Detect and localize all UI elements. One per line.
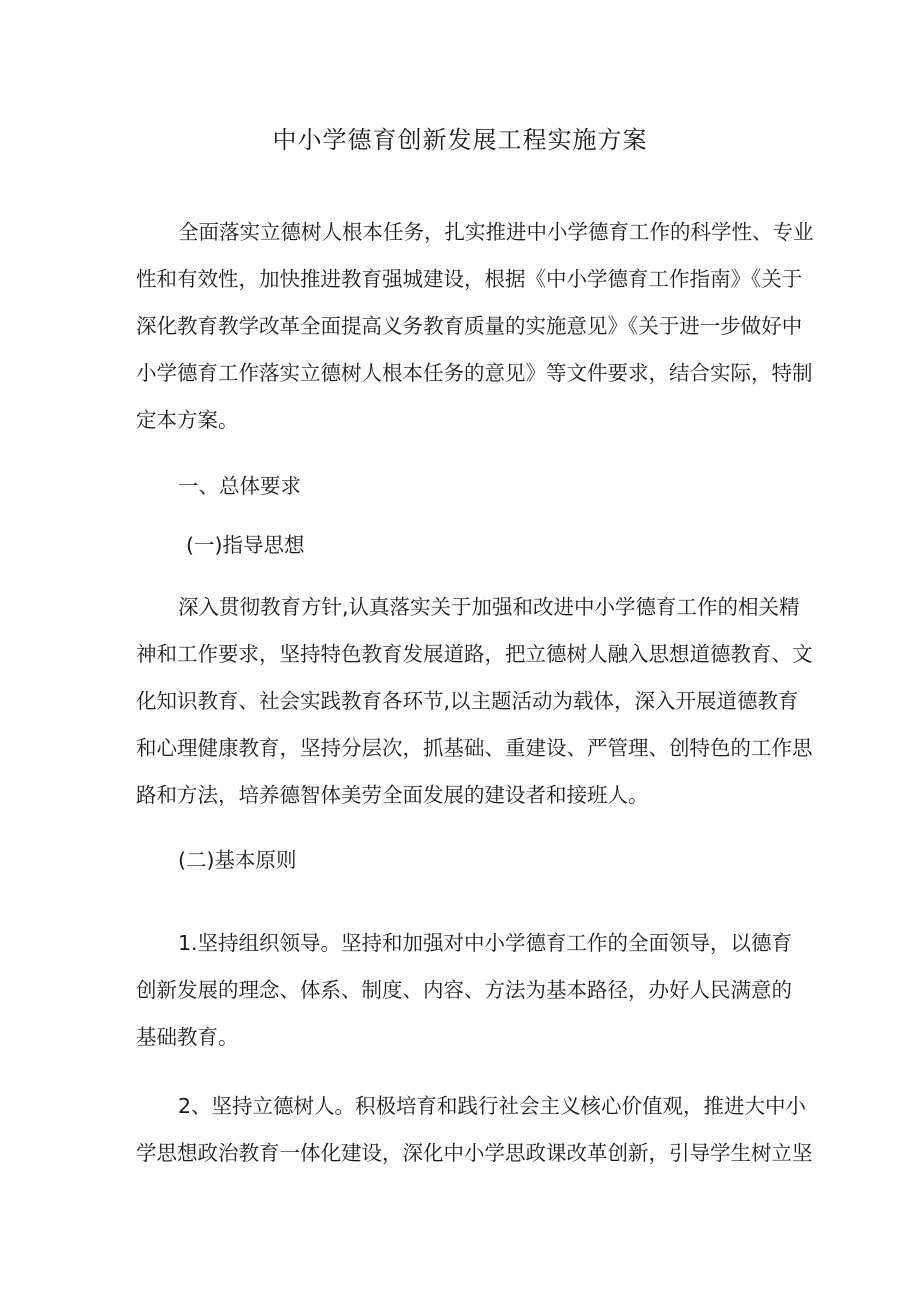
paragraph-line: 基础教育。 [136, 1025, 239, 1049]
section-heading: 一、总体要求 [178, 474, 301, 498]
paragraph-line: 学思想政治教育一体化建设，深化中小学思政课改革创新，引导学生树立坚 [136, 1141, 813, 1165]
paragraph-line: 性和有效性，加快推进教育强城建设，根据《中小学德育工作指南》《关于 [136, 267, 803, 291]
intro-paragraph [136, 214, 814, 438]
paragraph-line: 创新发展的理念、体系、制度、内容、方法为基本路径，办好人民满意的 [136, 978, 792, 1002]
principle-paragraph [136, 1088, 813, 1171]
principle-paragraph [136, 925, 798, 1055]
paragraph-line: 路和方法，培养德智体美劳全面发展的建设者和接班人。 [136, 783, 649, 807]
paragraph-line: 1.坚持组织领导。坚持和加强对中小学德育工作的全面领导，以德育 [178, 931, 793, 955]
paragraph-line: 小学德育工作落实立德树人根本任务的意见》等文件要求，结合实际，特制 [136, 361, 813, 385]
paragraph-line: 化知识教育、社会实践教育各环节,以主题活动为载体，深入开展道德教育 [136, 689, 799, 713]
paragraph-line: 和心理健康教育，坚持分层次，抓基础、重建设、严管理、创特色的工作思 [136, 736, 813, 760]
paragraph-line: 定本方案。 [136, 408, 239, 432]
subsection-heading: (二)基本原则 [178, 848, 297, 872]
paragraph-line: 神和工作要求，坚持特色教育发展道路，把立德树人融入思想道德教育、文 [136, 642, 813, 666]
guiding-thought-paragraph [136, 589, 813, 813]
paragraph-line: 深化教育教学改革全面提高义务教育质量的实施意见》《关于进一步做好中 [136, 314, 803, 338]
paragraph-line: 2、坚持立德树人。积极培育和践行社会主义核心价值观，推进大中小 [178, 1094, 807, 1118]
document-title: 中小学德育创新发展工程实施方案 [272, 126, 648, 154]
subsection-heading: (一)指导思想 [186, 533, 305, 557]
paragraph-line: 全面落实立德树人根本任务，扎实推进中小学德育工作的科学性、专业 [178, 220, 814, 244]
paragraph-line: 深入贯彻教育方针,认真落实关于加强和改进中小学德育工作的相关精 [178, 595, 800, 619]
